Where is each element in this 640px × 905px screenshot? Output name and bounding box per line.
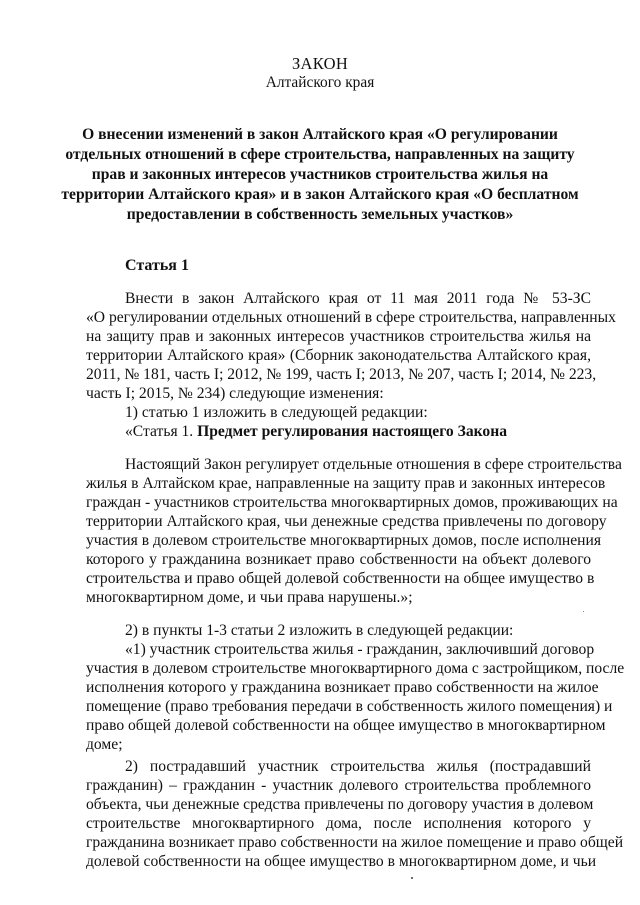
quoted-article-title: Предмет регулирования настоящего Закона xyxy=(197,423,507,440)
title-line: О внесении изменений в закон Алтайского края «О регулировании xyxy=(82,126,558,143)
amendment-item: 2) в пункты 1-3 статьи 2 изложить в следующей редакции: xyxy=(125,622,514,639)
paragraph-line: участия в долевом строительстве многоквартирного дома с застройщиком, после xyxy=(86,660,625,677)
paragraph-line: строительства и право общей долевой собственности на общее имущество в xyxy=(86,570,595,587)
paragraph-line: «1) участник строительства жилья - гражданин, заключивший договор xyxy=(125,641,595,658)
title-line: территории Алтайского края» и в закон Алтайского края «О бесплатном xyxy=(61,186,579,203)
paragraph-line: жилья в Алтайском крае, направленные на защиту прав и законных интересов xyxy=(86,475,606,492)
intro-line: территории Алтайского края» (Сборник законодательства Алтайского края, xyxy=(86,347,591,364)
paragraph-line: исполнения которого у гражданина возникает право собственности на жилое xyxy=(86,679,599,696)
paragraph-line: объекта, чьи денежные средства привлечены по договору участия в долевом xyxy=(86,796,594,813)
intro-line: на защиту прав и законных интересов участников строительства жилья на xyxy=(86,328,591,345)
paragraph-line: помещение (право требования передачи в собственность жилого помещения) и xyxy=(86,698,613,715)
title-line: предоставлении в собственность земельных участков» xyxy=(126,206,514,223)
quoted-article-heading xyxy=(125,423,507,441)
scan-speck xyxy=(583,611,584,612)
amendment-item: 1) статью 1 изложить в следующей редакции: xyxy=(125,404,428,421)
paragraph-line: Настоящий Закон регулирует отдельные отношения в сфере строительства xyxy=(125,456,622,473)
paragraph-line: гражданина возникает право собственности на жилое помещение и право общей xyxy=(86,834,624,851)
paragraph-line: гражданин) – гражданин - участник долевого строительства проблемного xyxy=(86,777,591,794)
title-line: отдельных отношений в сфере строительства, направленных на защиту xyxy=(65,146,575,163)
scan-speck xyxy=(411,877,413,879)
title-line: прав и законных интересов участников строительства жилья на xyxy=(91,166,549,183)
intro-line: Внести в закон Алтайского края от 11 мая 2011 года № 53-ЗС xyxy=(125,290,591,307)
article-heading: Статья 1 xyxy=(125,257,189,274)
paragraph-line: которого у гражданина возникает право собственности на объект долевого xyxy=(86,551,591,568)
paragraph-line: граждан - участников строительства многоквартирных домов, проживающих на xyxy=(86,494,618,511)
quoted-article-prefix: «Статья 1. xyxy=(125,423,198,440)
document-type-label: ЗАКОН xyxy=(291,54,349,73)
paragraph-line: право общей долевой собственности на общее имущество в многоквартирном xyxy=(86,717,606,734)
paragraph-line: многоквартирном доме, и чьи права нарушены.»; xyxy=(86,589,413,606)
intro-line: часть I; 2015, № 234) следующие изменения: xyxy=(86,385,384,402)
paragraph-line: 2) пострадавший участник строительства жилья (пострадавший xyxy=(125,758,591,775)
paragraph-line: территории Алтайского края, чьи денежные средства привлечены по договору xyxy=(86,513,607,530)
paragraph-line: долевой собственности на общее имущество в многоквартирном доме, и чьи xyxy=(86,853,597,870)
intro-line: «О регулировании отдельных отношений в сфере строительства, направленных xyxy=(86,309,616,326)
paragraph-line: доме; xyxy=(86,736,123,753)
paragraph-line: участия в долевом строительстве многоквартирных домов, после исполнения xyxy=(86,532,602,549)
document-region-label: Алтайского края xyxy=(265,74,375,91)
intro-line: 2011, № 181, часть I; 2012, № 199, часть I; 2013, № 207, часть I; 2014, № 223, xyxy=(86,366,597,383)
paragraph-line: строительстве многоквартирного дома, после исполнения которого у xyxy=(86,815,591,832)
